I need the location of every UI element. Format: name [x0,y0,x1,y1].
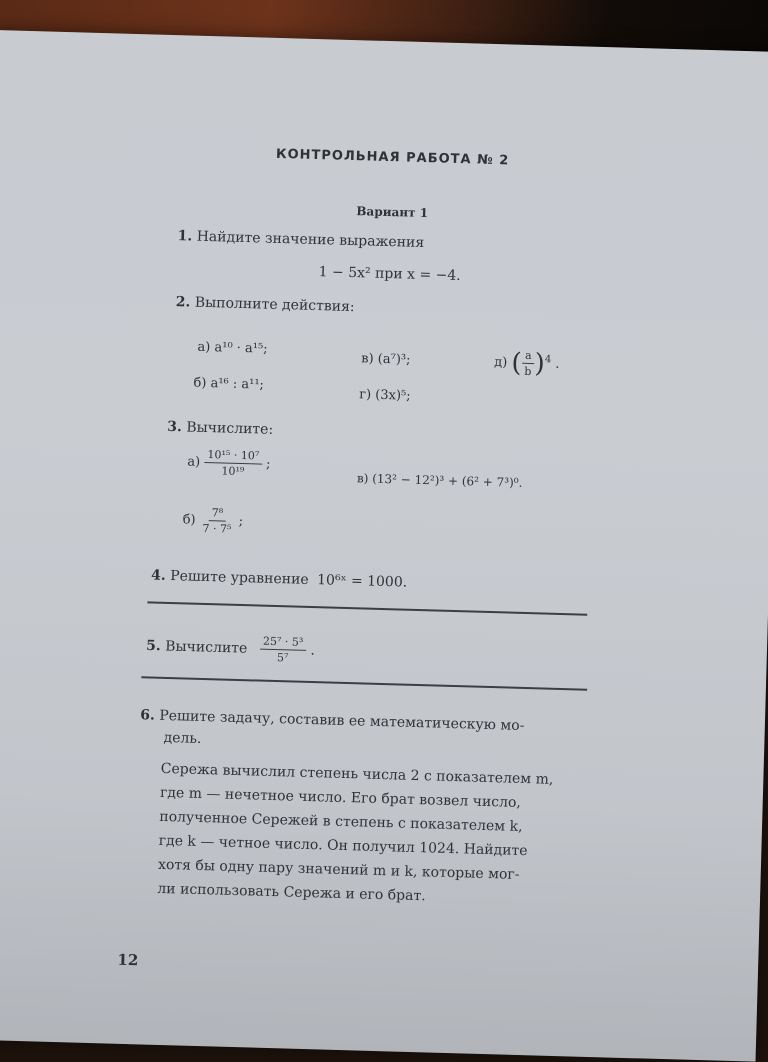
task-3-item-b [182,504,243,537]
fraction-denominator: 10¹⁹ [221,464,245,479]
fraction-denominator: 7 · 7⁵ [202,521,232,536]
page-number: 12 [117,950,139,970]
task-6-problem-text [157,757,601,913]
fraction-numerator: 10¹⁵ · 10⁷ [204,447,262,465]
task-4-equation: 10⁶ˣ = 1000. [316,572,408,591]
task-6-number: 6. [140,707,156,724]
problem-line: где m — нечетное число. Его брат возвел число, [159,784,522,811]
task-3-item-b-fraction [199,505,235,537]
task-3-item-v: в) (13² − 12²)³ + (6² + 7³)⁰. [356,471,523,490]
task-5 [146,630,316,666]
task-1-expression: 1 − 5x² при x = −4. [318,264,461,285]
task-2-item-d-end: . [555,356,560,372]
task-3-item-b-end: ; [238,513,244,530]
problem-line: хотя бы одну пару значений m и k, которые мог- [157,856,520,883]
problem-line: полученное Сережей в степень с показателем k, [159,808,523,835]
problem-line: Сережа вычислил степень числа 2 с показателем m, [160,760,554,788]
open-paren: ( [511,348,522,379]
task-2-item-d-label: д) [494,355,508,371]
task-3-item-a-end: ; [265,456,271,472]
task-4-text: Решите уравнение [169,568,309,588]
task-3 [167,419,273,438]
task-1-number: 1. [177,228,193,245]
task-3-item-b-label: б) [182,512,196,528]
task-1 [177,228,424,251]
close-paren: ) [534,348,546,379]
task-2-text: Выполните действия: [194,294,355,316]
task-2-item-a: а) a¹⁰ · a¹⁵; [197,339,268,357]
task-4 [151,568,407,591]
fraction-denominator: b [524,364,532,379]
variant-heading: Вариант 1 [356,204,429,221]
task-5-number: 5. [145,637,162,655]
fraction-denominator: 5⁷ [276,651,289,665]
task-3-number: 3. [167,418,183,436]
task-2-item-d [494,347,560,380]
fraction-numerator: a [522,348,535,364]
task-5-text: Вычислите [165,638,248,657]
separator-line [147,601,587,615]
problem-line: где k — четное число. Он получил 1024. Найдите [158,832,528,860]
task-1-text: Найдите значение выражения [196,228,425,252]
task-6-text-line2: дель. [163,729,202,747]
task-2 [176,294,355,315]
task-6-text-line1: Решите задачу, составив ее математическую мо- [159,707,525,735]
task-4-number: 4. [150,567,166,584]
task-3-text: Вычислите: [186,419,274,438]
task-2-item-g: г) (3x)⁵; [359,387,411,404]
task-2-item-b: б) a¹⁶ : a¹¹; [193,375,265,393]
fraction-numerator: 25⁷ · 5³ [260,634,307,651]
task-2-number: 2. [175,294,191,311]
task-5-end: . [310,642,316,659]
separator-line [141,676,587,690]
worksheet-title: КОНТРОЛЬНАЯ РАБОТА № 2 [275,146,510,169]
task-3-item-a-label: а) [187,454,201,470]
task-2-item-v: в) (a⁷)³; [361,351,411,368]
task-2-item-d-exponent: 4 [544,354,552,366]
problem-line: ли использовать Сережа и его брат. [157,880,426,905]
task-3-item-a [187,446,271,479]
task-5-fraction [259,634,306,666]
fraction-numerator: 7⁸ [208,505,226,521]
task-3-item-a-fraction [204,447,263,480]
